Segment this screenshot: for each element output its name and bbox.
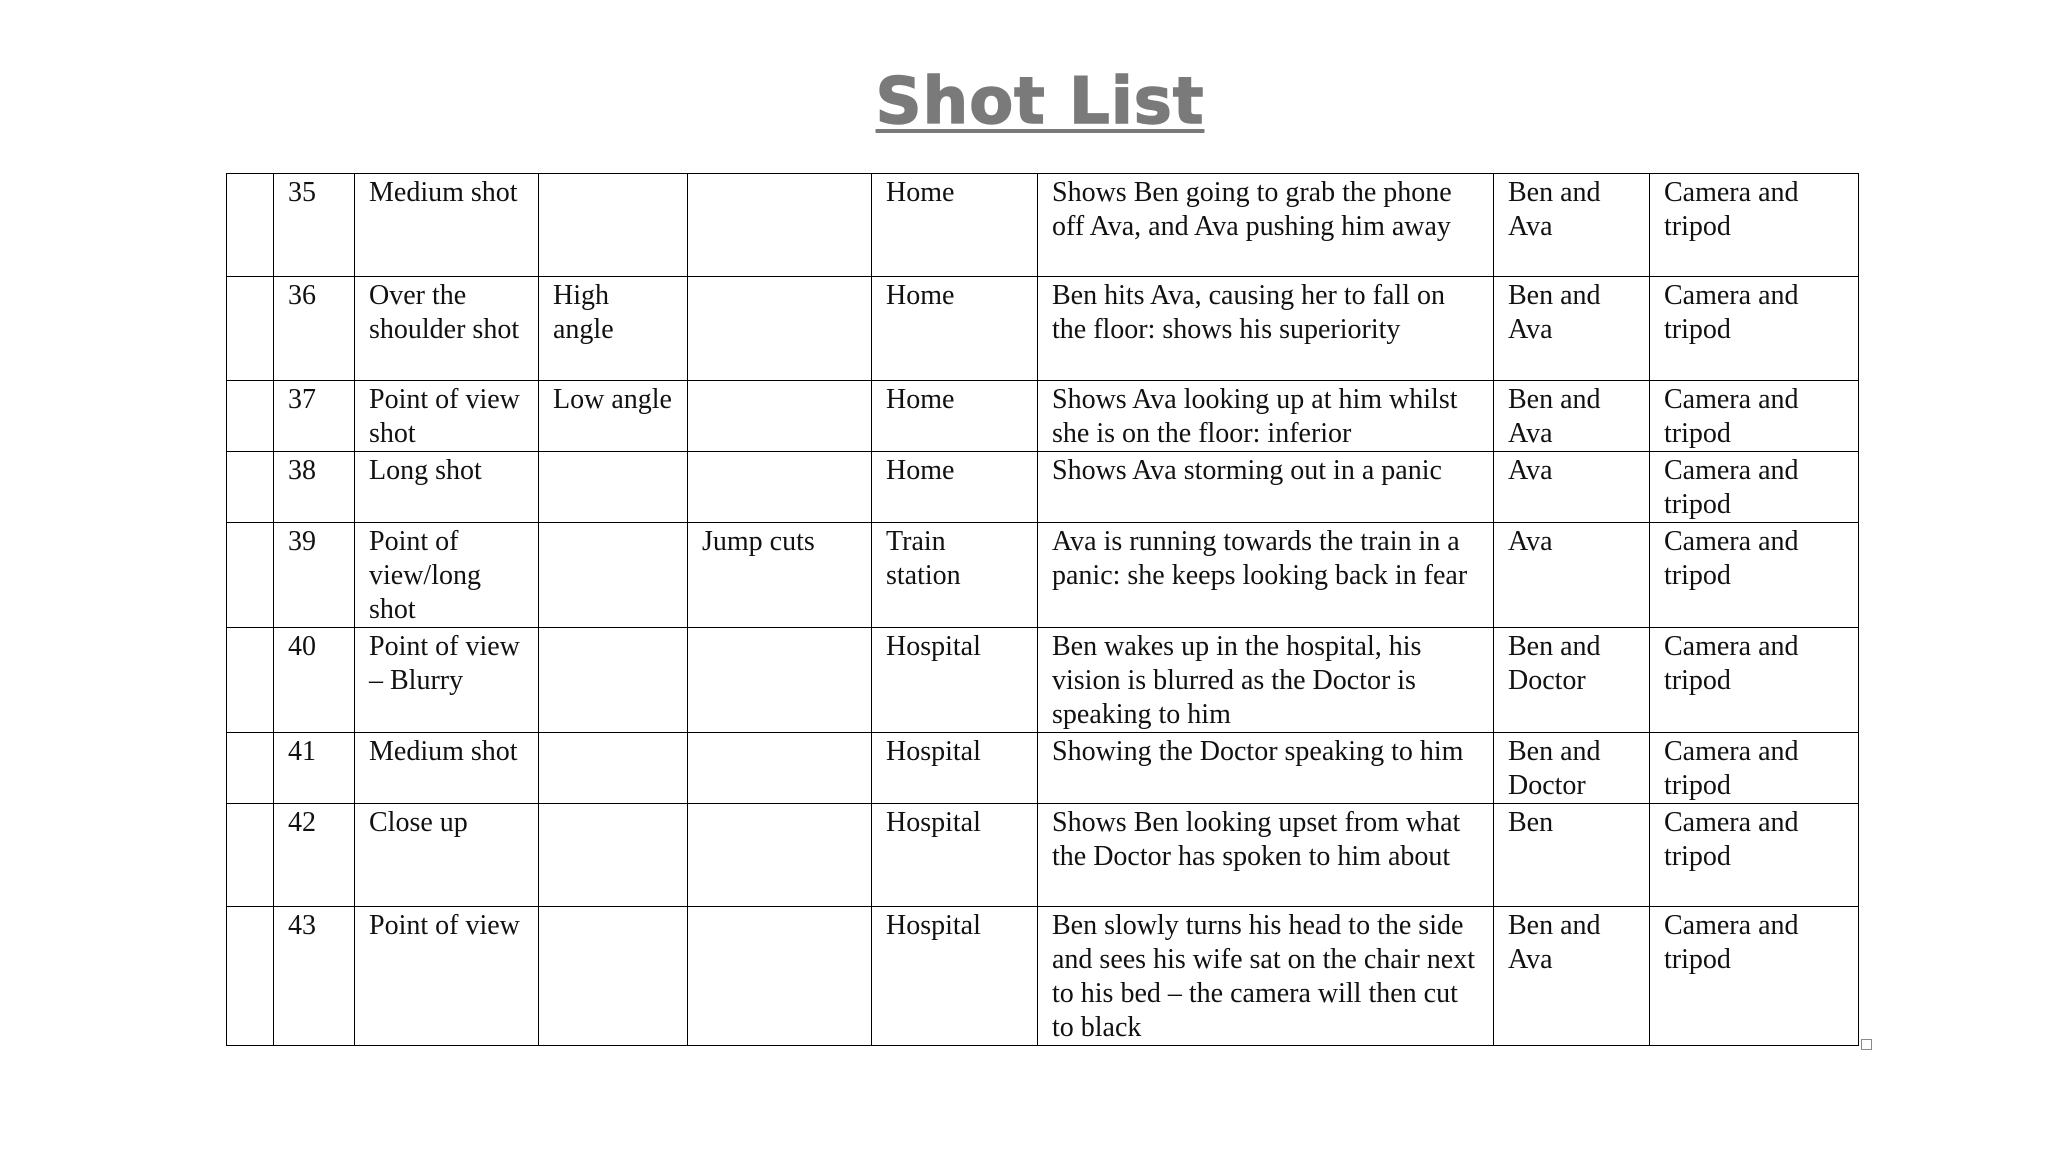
shot-type-cell: Point of view <box>355 907 539 1046</box>
shot-number-cell: 41 <box>274 733 355 804</box>
location-cell: Hospital <box>872 804 1038 907</box>
table-row <box>227 452 1859 523</box>
location-cell: Hospital <box>872 907 1038 1046</box>
description-cell: Ben hits Ava, causing her to fall on the floor: shows his superiority <box>1038 277 1494 381</box>
location-cell: Hospital <box>872 628 1038 733</box>
equipment-cell: Camera and tripod <box>1650 277 1859 381</box>
editing-cell <box>688 452 872 523</box>
table-row <box>227 907 1859 1046</box>
camera-angle-cell <box>539 907 688 1046</box>
description-cell: Ava is running towards the train in a panic: she keeps looking back in fear <box>1038 523 1494 628</box>
blank-cell <box>227 523 274 628</box>
shot-type-cell: Long shot <box>355 452 539 523</box>
shot-type-cell: Close up <box>355 804 539 907</box>
blank-cell <box>227 804 274 907</box>
editing-cell <box>688 174 872 277</box>
equipment-cell: Camera and tripod <box>1650 804 1859 907</box>
shot-number-cell: 43 <box>274 907 355 1046</box>
shot-type-cell: Point of view shot <box>355 381 539 452</box>
shot-type-cell: Point of view/long shot <box>355 523 539 628</box>
camera-angle-cell: Low angle <box>539 381 688 452</box>
blank-cell <box>227 628 274 733</box>
editing-cell <box>688 628 872 733</box>
shot-list-table <box>226 173 1859 1046</box>
description-cell: Showing the Doctor speaking to him <box>1038 733 1494 804</box>
camera-angle-cell <box>539 523 688 628</box>
blank-cell <box>227 452 274 523</box>
editing-cell: Jump cuts <box>688 523 872 628</box>
characters-cell: Ben <box>1494 804 1650 907</box>
description-cell: Ben wakes up in the hospital, his vision is blurred as the Doctor is speaking to him <box>1038 628 1494 733</box>
table-row <box>227 733 1859 804</box>
camera-angle-cell <box>539 804 688 907</box>
shot-number-cell: 40 <box>274 628 355 733</box>
table-row <box>227 277 1859 381</box>
characters-cell: Ava <box>1494 452 1650 523</box>
shot-number-cell: 35 <box>274 174 355 277</box>
location-cell: Home <box>872 174 1038 277</box>
equipment-cell: Camera and tripod <box>1650 381 1859 452</box>
blank-cell <box>227 381 274 452</box>
equipment-cell: Camera and tripod <box>1650 523 1859 628</box>
shot-type-cell: Medium shot <box>355 733 539 804</box>
shot-number-cell: 42 <box>274 804 355 907</box>
description-cell: Shows Ava storming out in a panic <box>1038 452 1494 523</box>
camera-angle-cell <box>539 452 688 523</box>
blank-cell <box>227 174 274 277</box>
characters-cell: Ben and Ava <box>1494 174 1650 277</box>
editing-cell <box>688 804 872 907</box>
camera-angle-cell <box>539 628 688 733</box>
characters-cell: Ben and Doctor <box>1494 733 1650 804</box>
camera-angle-cell <box>539 174 688 277</box>
shot-number-cell: 36 <box>274 277 355 381</box>
description-cell: Shows Ben going to grab the phone off Ava, and Ava pushing him away <box>1038 174 1494 277</box>
blank-cell <box>227 277 274 381</box>
table-resize-handle[interactable] <box>1861 1039 1872 1050</box>
shot-type-cell: Medium shot <box>355 174 539 277</box>
equipment-cell: Camera and tripod <box>1650 733 1859 804</box>
table-row <box>227 804 1859 907</box>
equipment-cell: Camera and tripod <box>1650 174 1859 277</box>
editing-cell <box>688 907 872 1046</box>
editing-cell <box>688 381 872 452</box>
blank-cell <box>227 733 274 804</box>
location-cell: Hospital <box>872 733 1038 804</box>
shot-number-cell: 38 <box>274 452 355 523</box>
location-cell: Home <box>872 277 1038 381</box>
shot-number-cell: 39 <box>274 523 355 628</box>
blank-cell <box>227 907 274 1046</box>
characters-cell: Ben and Ava <box>1494 277 1650 381</box>
description-cell: Shows Ava looking up at him whilst she is on the floor: inferior <box>1038 381 1494 452</box>
camera-angle-cell <box>539 733 688 804</box>
shot-type-cell: Over the shoulder shot <box>355 277 539 381</box>
description-cell: Ben slowly turns his head to the side and sees his wife sat on the chair next to his bed – the camera will then cut to black <box>1038 907 1494 1046</box>
shot-type-cell: Point of view – Blurry <box>355 628 539 733</box>
location-cell: Train station <box>872 523 1038 628</box>
location-cell: Home <box>872 452 1038 523</box>
location-cell: Home <box>872 381 1038 452</box>
editing-cell <box>688 733 872 804</box>
characters-cell: Ava <box>1494 523 1650 628</box>
equipment-cell: Camera and tripod <box>1650 452 1859 523</box>
table-row <box>227 523 1859 628</box>
camera-angle-cell: High angle <box>539 277 688 381</box>
table-row <box>227 174 1859 277</box>
equipment-cell: Camera and tripod <box>1650 907 1859 1046</box>
table-row <box>227 628 1859 733</box>
equipment-cell: Camera and tripod <box>1650 628 1859 733</box>
document-title: Shot List <box>875 65 1205 139</box>
shot-number-cell: 37 <box>274 381 355 452</box>
characters-cell: Ben and Ava <box>1494 381 1650 452</box>
editing-cell <box>688 277 872 381</box>
description-cell: Shows Ben looking upset from what the Doctor has spoken to him about <box>1038 804 1494 907</box>
characters-cell: Ben and Doctor <box>1494 628 1650 733</box>
table-row <box>227 381 1859 452</box>
characters-cell: Ben and Ava <box>1494 907 1650 1046</box>
